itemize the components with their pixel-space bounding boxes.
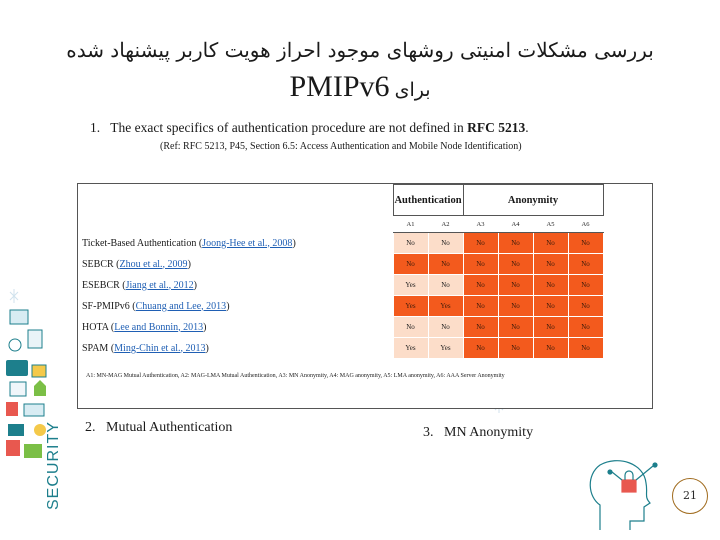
method-label-end: ) [292,237,296,249]
method-label-end: ) [193,279,198,291]
table-cell: Yes [393,275,428,296]
method-label: Ticket-Based Authentication ( [82,237,203,249]
citation-link[interactable]: Lee and Bonnin, 2013 [114,321,204,333]
table-cell: Yes [393,338,428,359]
table-cell: No [498,296,533,317]
citation-link[interactable]: Jiang et al., 2012 [125,279,194,291]
table-cell: No [463,317,498,338]
bullet-bold-rfc: RFC 5213 [467,120,526,135]
table-footnote: A1: MN-MAG Mutual Authentication, A2: MAG-LMA Mutual Authentication, A3: MN Anonymity, A4: MAG anonymity, A5: LMA anonymity, A6: AAA Server Anonymity [86,373,505,379]
slide-title-line2 [0,70,720,104]
table-cell: No [498,275,533,296]
table-cell: No [393,254,428,275]
table-cell: No [533,296,568,317]
method-label-end: ) [226,300,230,312]
subheader-a5: A5 [533,216,568,233]
table-body [79,233,604,359]
header-anonymity: Anonymity [463,185,603,216]
subheader-a1: A1 [393,216,428,233]
citation-link[interactable]: Zhou et al., 2009 [119,258,188,270]
table-cell: No [393,317,428,338]
title-protocol-name: PMIPv6 [289,70,390,103]
table-cell: No [568,338,603,359]
table-cell: No [568,254,603,275]
bullet-number: 1. [90,120,101,135]
table-cell: No [498,233,533,254]
security-text-block [45,421,62,510]
table-cell: No [463,254,498,275]
table-row [79,233,604,254]
table-cell: No [498,338,533,359]
method-label: SEBCR ( [82,258,120,270]
table-cell: No [428,317,463,338]
method-label: SPAM ( [82,342,115,354]
subheader-a4: A4 [498,216,533,233]
svg-text:SECURITY: SECURITY [45,421,62,510]
citation-link[interactable]: Joong-Hee et al., 2008 [202,237,293,249]
table-row [79,317,604,338]
citation-link[interactable]: Chuang and Lee, 2013 [135,300,227,312]
table-cell: No [393,233,428,254]
table-cell: Yes [428,296,463,317]
bullet-item-2 [85,420,232,436]
comparison-table [78,184,604,359]
table-row [79,296,604,317]
table-cell: No [463,275,498,296]
row-method-name [79,233,394,254]
bullet-item-1 [90,120,529,136]
subheader-a3: A3 [463,216,498,233]
bullet-number: 3. [423,425,434,440]
table-cell: No [533,338,568,359]
table-cell: No [428,233,463,254]
row-method-name [79,338,394,359]
table-cell: No [568,233,603,254]
table-cell: Yes [428,338,463,359]
table-cell: No [533,317,568,338]
table-cell: No [533,233,568,254]
table-row [79,254,604,275]
table-cell: No [568,296,603,317]
table-cell: No [533,254,568,275]
table-cell: No [463,338,498,359]
row-method-name [79,275,394,296]
table-cell: No [428,275,463,296]
title-for-word: برای [394,79,431,101]
table-row [79,275,604,296]
row-method-name [79,317,394,338]
row-method-name [79,296,394,317]
bullet-number: 2. [85,420,96,435]
reference-note: (Ref: RFC 5213, P45, Section 6.5: Access Authentication and Mobile Node Identification) [160,141,522,152]
head-security-icon [590,461,657,530]
method-label: ESEBCR ( [82,279,126,291]
citation-link[interactable]: Ming-Chin et al., 2013 [114,342,206,354]
method-label-end: ) [187,258,191,270]
bullet-item-3 [423,425,533,441]
page-number: 21 [672,478,708,514]
comparison-table-box [77,183,653,409]
slide-title-line1: بررسی مشکلات امنیتی روشهای موجود احراز هویت کاربر پیشنهاد شده [66,38,654,62]
table-cell: No [463,233,498,254]
table-cell: No [568,275,603,296]
method-label: HOTA ( [82,321,115,333]
table-cell: No [498,254,533,275]
bullet-text: The exact specifics of authentication procedure are not defined in [110,120,468,135]
table-cell: No [498,317,533,338]
table-cell: Yes [393,296,428,317]
table-cell: No [533,275,568,296]
table-cell: No [568,317,603,338]
method-label-end: ) [205,342,209,354]
method-label: SF-PMIPv6 ( [82,300,136,312]
subheader-a6: A6 [568,216,603,233]
left-security-icons [6,310,46,458]
bullet-text: MN Anonymity [444,425,534,440]
header-authentication: Authentication [393,185,463,216]
bullet-text: Mutual Authentication [106,420,233,435]
subheader-a2: A2 [428,216,463,233]
table-cell: No [428,254,463,275]
bullet-end: . [525,120,529,135]
method-label-end: ) [203,321,207,333]
table-row [79,338,604,359]
table-cell: No [463,296,498,317]
row-method-name [79,254,394,275]
